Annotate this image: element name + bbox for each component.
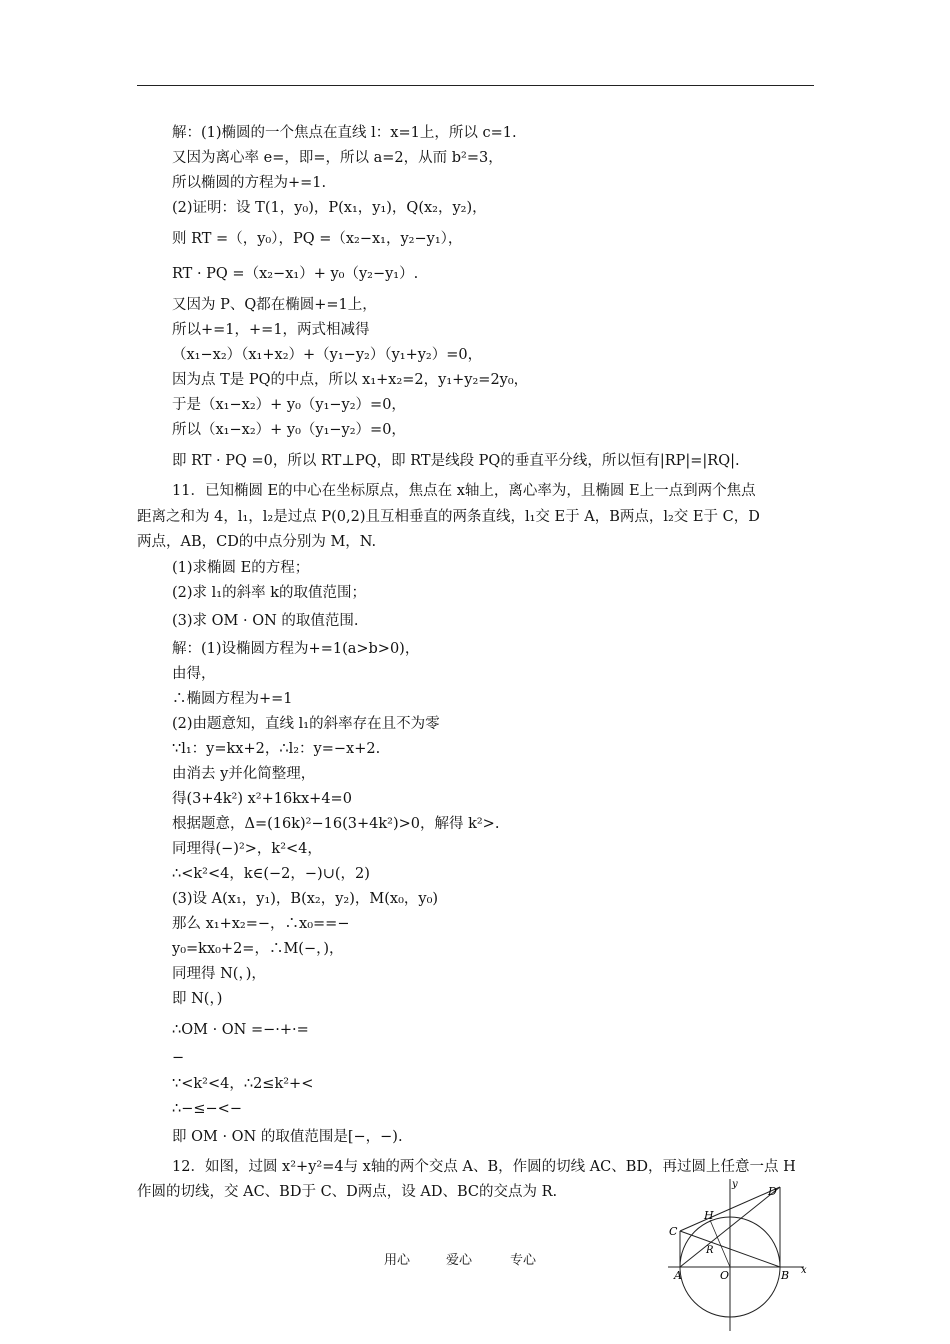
label-a: A — [674, 1269, 682, 1282]
text-line: ∴椭圆方程为+=1 — [172, 691, 293, 707]
text-line: ∴OM · ON =−·+·= — [172, 1022, 309, 1038]
label-d: D — [768, 1185, 777, 1198]
text-line: 同理得 N(，)， — [172, 966, 266, 982]
text-line: 由消去 y并化简整理， — [172, 766, 316, 782]
footer-text: 用心 — [384, 1253, 411, 1268]
text-line: (3)设 A(x₁，y₁)，B(x₂，y₂)，M(x₀，y₀) — [172, 891, 439, 907]
text-line: (1)求椭圆 E的方程； — [172, 560, 310, 576]
text-line: 距离之和为 4，l₁，l₂是过点 P(0,2)且互相垂直的两条直线，l₁交 E于 A，B两点，l₂交 E于 C，D — [137, 509, 760, 525]
text-line: 于是（x₁−x₂）+ y₀（y₁−y₂）=0， — [172, 397, 406, 413]
text-line: 所以椭圆的方程为+=1. — [172, 175, 327, 191]
circle-tangent-figure — [664, 1175, 820, 1331]
text-line: 又因为离心率 e=，即=，所以 a=2，从而 b²=3， — [172, 150, 503, 166]
text-line: 同理得(−)²>，k²<4， — [172, 841, 322, 857]
text-line: 根据题意，Δ=(16k)²−16(3+4k²)>0，解得 k²>. — [172, 816, 500, 832]
text-line: 11．已知椭圆 E的中心在坐标原点，焦点在 x轴上，离心率为，且椭圆 E上一点到两个焦点 — [172, 483, 756, 499]
text-line: y₀=kx₀+2=，∴M(−，)， — [172, 941, 344, 957]
text-line: 12．如图，过圆 x²+y²=4与 x轴的两个交点 A、B，作圆的切线 AC、BD，再过圆上任意一点 H — [172, 1159, 796, 1175]
label-r: R — [706, 1245, 714, 1256]
text-line: 两点，AB，CD的中点分别为 M，N. — [137, 534, 377, 550]
text-line: 即 OM · ON 的取值范围是[−，−). — [172, 1129, 403, 1145]
header-rule — [137, 85, 814, 86]
text-line: 因为点 T是 PQ的中点，所以 x₁+x₂=2，y₁+y₂=2y₀， — [172, 372, 529, 388]
text-line: 所以（x₁−x₂）+ y₀（y₁−y₂）=0， — [172, 422, 406, 438]
text-line: (2)证明：设 T(1，y₀)，P(x₁，y₁)，Q(x₂，y₂)， — [172, 200, 487, 216]
text-line: 作圆的切线，交 AC、BD于 C、D两点，设 AD、BC的交点为 R. — [137, 1184, 558, 1200]
label-o: O — [720, 1269, 730, 1282]
text-line: (3)求 OM · ON 的取值范围. — [172, 613, 359, 629]
text-line: ∵l₁：y=kx+2，∴l₂：y=−x+2. — [172, 741, 381, 757]
text-line: (2)由题意知，直线 l₁的斜率存在且不为零 — [172, 716, 440, 732]
text-line: ∵<k²<4，∴2≤k²+< — [172, 1076, 314, 1092]
text-line: 得(3+4k²) x²+16kx+4=0 — [172, 791, 352, 807]
text-line: 解：(1)椭圆的一个焦点在直线 l：x=1上，所以 c=1. — [172, 125, 517, 141]
text-line: − — [172, 1050, 185, 1066]
text-line: (2)求 l₁的斜率 k的取值范围； — [172, 585, 366, 601]
text-line: ∴−≤−<− — [172, 1101, 242, 1117]
text-line: 则 RT =（，y₀），PQ =（x₂−x₁，y₂−y₁）， — [172, 231, 463, 247]
text-line: RT · PQ =（x₂−x₁）+ y₀（y₂−y₁）. — [172, 266, 419, 282]
text-line: （x₁−x₂）（x₁+x₂）+（y₁−y₂）（y₁+y₂）=0， — [172, 347, 483, 363]
geometry-diagram — [664, 1175, 820, 1331]
text-line: ∴<k²<4，k∈(−2，−)∪(，2) — [172, 866, 370, 882]
text-line: 由得， — [172, 666, 216, 682]
text-line: 又因为 P、Q都在椭圆+=1上， — [172, 297, 377, 313]
text-line: 那么 x₁+x₂=−，∴x₀==− — [172, 916, 350, 932]
segment-oh — [710, 1220, 730, 1267]
footer-text: 专心 — [510, 1253, 537, 1268]
label-x: x — [801, 1265, 807, 1276]
text-line: 所以+=1，+=1，两式相减得 — [172, 322, 370, 338]
footer-text: 爱心 — [446, 1253, 473, 1268]
label-y: y — [732, 1179, 738, 1190]
text-line: 解：(1)设椭圆方程为+=1(a>b>0)， — [172, 641, 420, 657]
label-b: B — [781, 1269, 790, 1282]
label-h: H — [704, 1209, 714, 1222]
label-c: C — [669, 1225, 678, 1238]
text-line: 即 N(，) — [172, 991, 223, 1007]
text-line: 即 RT · PQ =0，所以 RT⊥PQ，即 RT是线段 PQ的垂直平分线，所以恒有|RP|=|RQ|. — [172, 453, 740, 469]
